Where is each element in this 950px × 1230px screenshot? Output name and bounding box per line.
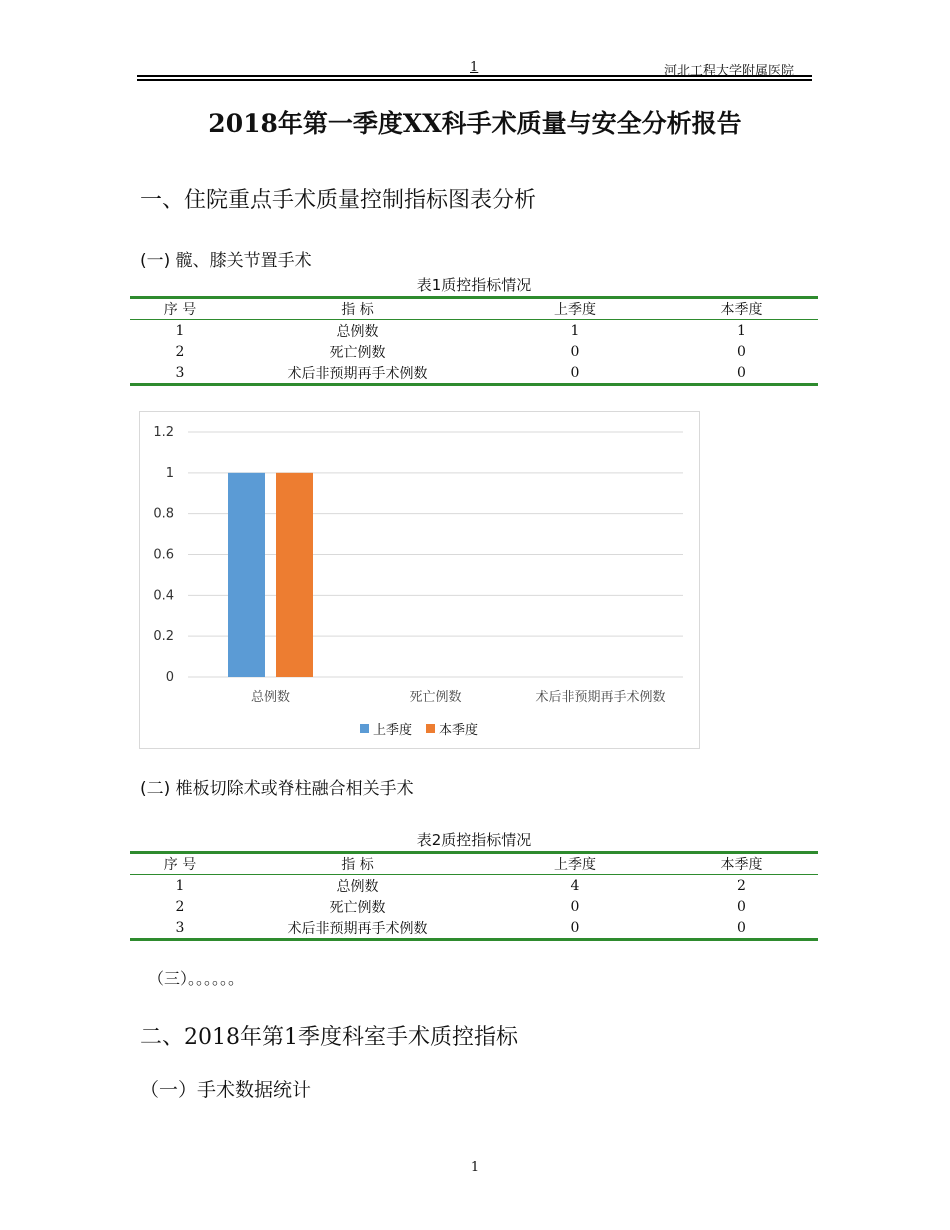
cell-last: 0 <box>570 343 580 360</box>
cell-no: 2 <box>175 898 185 915</box>
cell-last: 0 <box>570 919 580 936</box>
cell-no: 2 <box>175 343 185 360</box>
cell-current: 0 <box>737 898 746 915</box>
cell-no: 1 <box>175 322 185 339</box>
table-row <box>130 875 818 897</box>
col-header-last: 上季度 <box>485 853 665 875</box>
cell-no: 3 <box>175 364 185 381</box>
bar <box>276 473 313 677</box>
cell-no: 3 <box>175 919 185 936</box>
table2 <box>130 851 818 941</box>
legend-swatch-current <box>426 724 435 733</box>
cell-last: 0 <box>570 898 580 915</box>
section1-sub3-placeholder: （三）。。。。。。 <box>148 969 245 988</box>
y-tick-label: 0.2 <box>153 629 174 645</box>
col-header-no: 序 号 <box>130 298 230 320</box>
cell-last: 0 <box>570 364 580 381</box>
table2-caption: 表2质控指标情况 <box>416 831 532 849</box>
x-tick-label: 死亡例数 <box>409 690 462 705</box>
col-header-no: 序 号 <box>130 853 230 875</box>
y-tick-label: 0 <box>165 670 174 685</box>
table-row <box>130 341 818 362</box>
col-header-last: 上季度 <box>485 298 665 320</box>
table-row <box>130 320 818 342</box>
col-header-current: 本季度 <box>665 853 818 875</box>
table-row <box>130 896 818 917</box>
footer-page-number: 1 <box>470 1160 480 1175</box>
legend-label-last: 上季度 <box>373 723 413 738</box>
col-header-indicator: 指 标 <box>230 298 485 320</box>
chart-legend <box>360 719 478 738</box>
legend-label-current: 本季度 <box>439 723 479 738</box>
table-row <box>130 362 818 385</box>
table1-caption: 表1质控指标情况 <box>416 276 532 294</box>
y-tick-label: 1.2 <box>153 425 174 440</box>
cell-last: 4 <box>570 877 580 894</box>
cell-current: 0 <box>737 919 746 936</box>
header-organization: 河北工程大学附属医院 <box>664 64 795 79</box>
header-rule-bottom <box>137 79 812 81</box>
y-tick-label: 1 <box>165 465 174 481</box>
x-tick-label: 术后非预期再手术例数 <box>535 690 666 705</box>
x-tick-label: 总例数 <box>250 690 291 705</box>
col-header-current: 本季度 <box>665 298 818 320</box>
chart-frame <box>139 411 700 749</box>
table-header-row <box>130 298 818 320</box>
table-header-row <box>130 853 818 875</box>
cell-indicator: 术后非预期再手术例数 <box>287 920 428 937</box>
y-tick-label: 0.6 <box>153 547 174 563</box>
cell-current: 0 <box>737 364 746 381</box>
section1-sub1-heading: (一) 髋、膝关节置手术 <box>140 251 312 271</box>
table1 <box>130 296 818 386</box>
cell-current: 1 <box>737 322 746 339</box>
bar-chart <box>140 412 699 748</box>
col-header-indicator: 指 标 <box>230 853 485 875</box>
section2-heading: 二、2018年第1季度科室手术质控指标 <box>140 1025 518 1050</box>
cell-indicator: 总例数 <box>336 878 379 895</box>
header-page-number: 1 <box>470 60 479 75</box>
cell-current: 0 <box>737 343 746 360</box>
cell-indicator: 死亡例数 <box>329 344 386 361</box>
legend-swatch-last <box>360 724 369 733</box>
cell-current: 2 <box>737 877 746 894</box>
cell-indicator: 术后非预期再手术例数 <box>287 365 428 382</box>
cell-indicator: 死亡例数 <box>329 899 386 916</box>
bar <box>228 473 265 677</box>
section1-sub2-heading: (二) 椎板切除术或脊柱融合相关手术 <box>140 779 414 799</box>
section2-sub1-heading: （一）手术数据统计 <box>140 1079 312 1101</box>
section1-heading: 一、住院重点手术质量控制指标图表分析 <box>140 188 537 213</box>
table-row <box>130 917 818 940</box>
y-tick-label: 0.4 <box>153 588 174 604</box>
y-tick-label: 0.8 <box>153 506 174 522</box>
cell-last: 1 <box>570 322 580 339</box>
report-title: 2018年第一季度XX科手术质量与安全分析报告 <box>208 109 742 138</box>
cell-indicator: 总例数 <box>336 323 379 340</box>
cell-no: 1 <box>175 877 185 894</box>
